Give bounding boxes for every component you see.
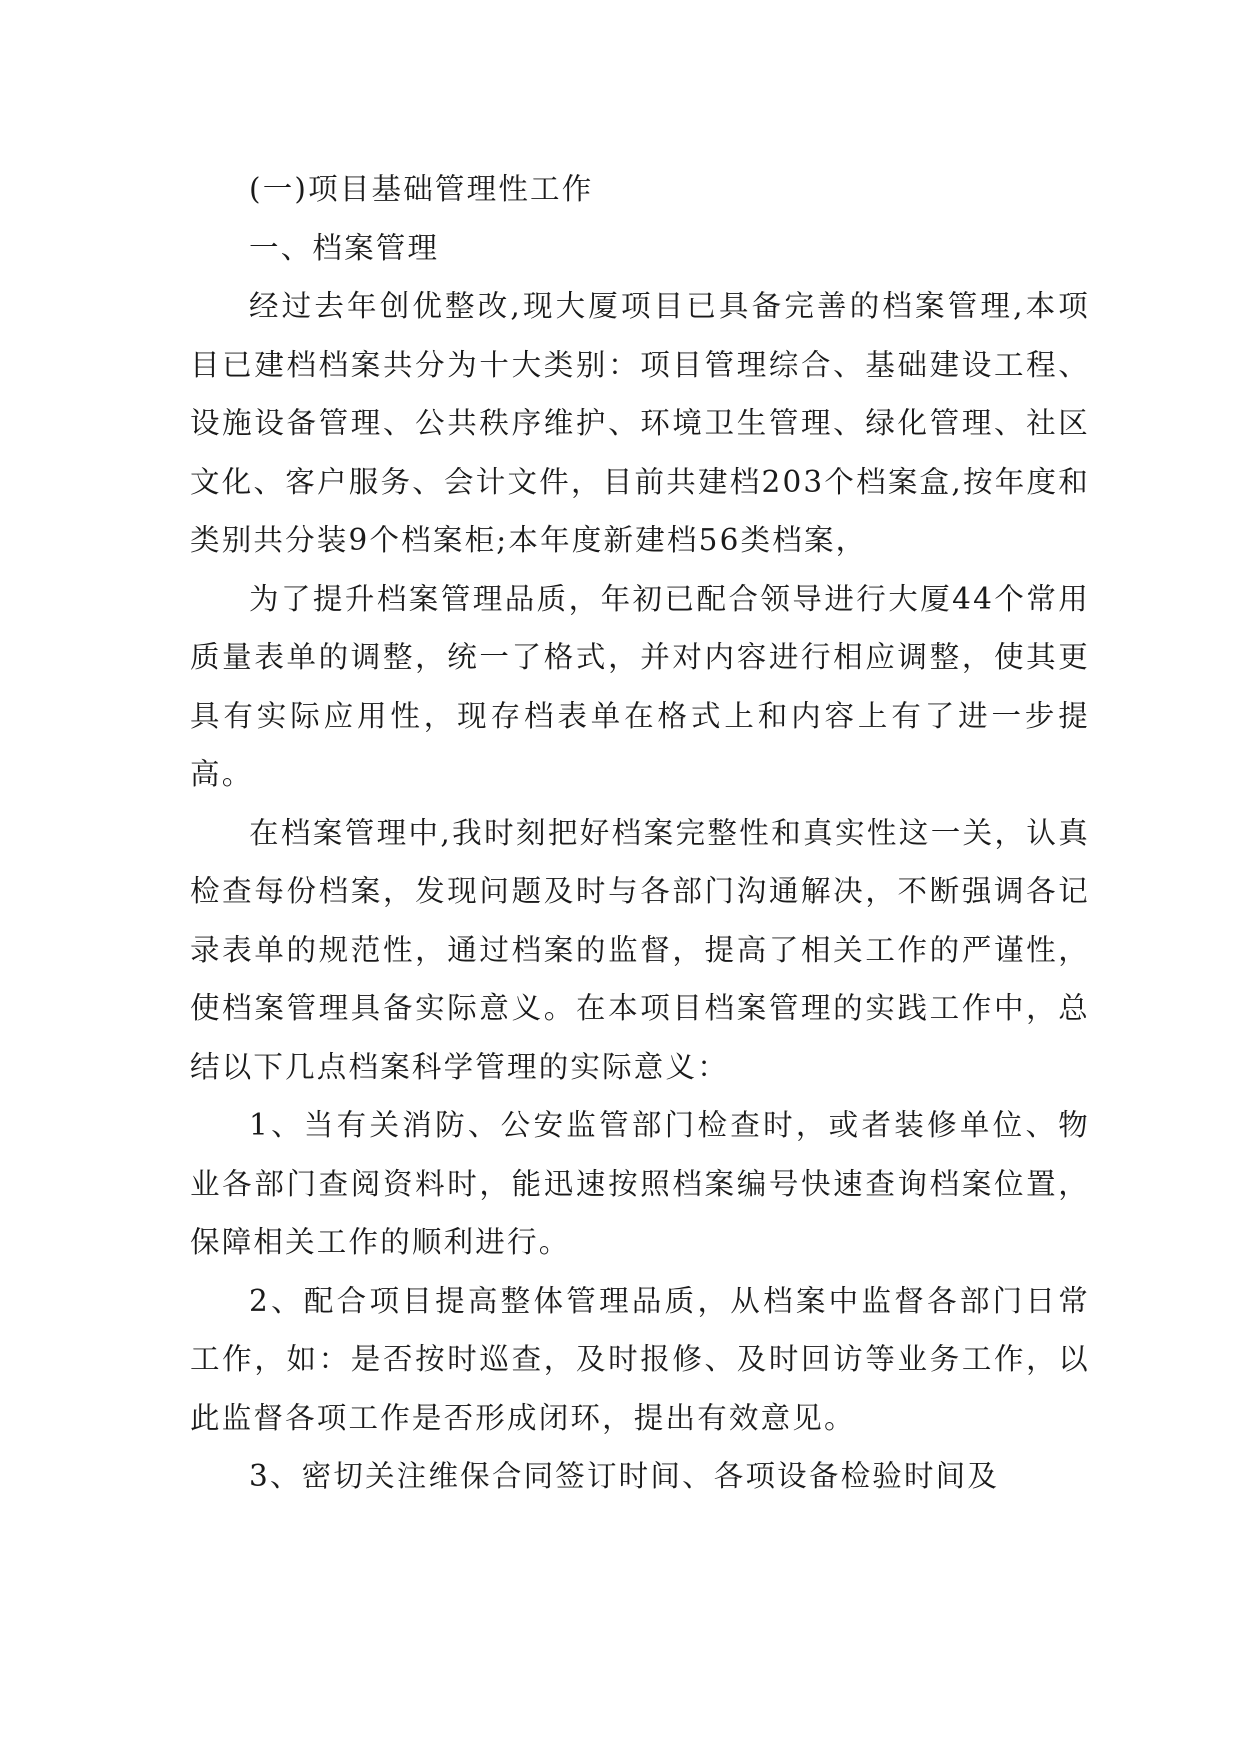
section-heading: (一)项目基础管理性工作 bbox=[249, 172, 594, 206]
body-paragraph: 为了提升档案管理品质，年初已配合领导进行大厦44个常用质量表单的调整，统一了格式，并对内容进行相应调整，使其更具有实际应用性，现存档表单在格式上和内容上有了进一步提高。 bbox=[190, 581, 1090, 791]
body-paragraph: 经过去年创优整改,现大厦项目已具备完善的档案管理,本项目已建档档案共分为十大类别：项目管理综合、基础建设工程、设施设备管理、公共秩序维护、环境卫生管理、绿化管理、社区文化、客户服务、会计文件，目前共建档203个档案盒,按年度和类别共分装9个档案柜;本年度新建档56类档案， bbox=[190, 289, 1090, 557]
body-paragraph: 在档案管理中,我时刻把好档案完整性和真实性这一关，认真检查每份档案，发现问题及时与各部门沟通解决，不断强调各记录表单的规范性，通过档案的监督，提高了相关工作的严谨性，使档案管理具备实际意义。在本项目档案管理的实践工作中，总结以下几点档案科学管理的实际意义： bbox=[190, 815, 1090, 1084]
list-item: 1、当有关消防、公安监管部门检查时，或者装修单位、物业各部门查阅资料时，能迅速按照档案编号快速查询档案位置，保障相关工作的顺利进行。 bbox=[190, 1108, 1090, 1259]
subsection-heading: 一、档案管理 bbox=[249, 230, 440, 265]
list-item: 3、密切关注维保合同签订时间、各项设备检验时间及 bbox=[249, 1459, 1000, 1493]
document-body bbox=[190, 160, 1090, 1506]
list-item: 2、配合项目提高整体管理品质，从档案中监督各部门日常工作，如：是否按时巡查，及时报修、及时回访等业务工作，以此监督各项工作是否形成闭环，提出有效意见。 bbox=[190, 1283, 1090, 1435]
